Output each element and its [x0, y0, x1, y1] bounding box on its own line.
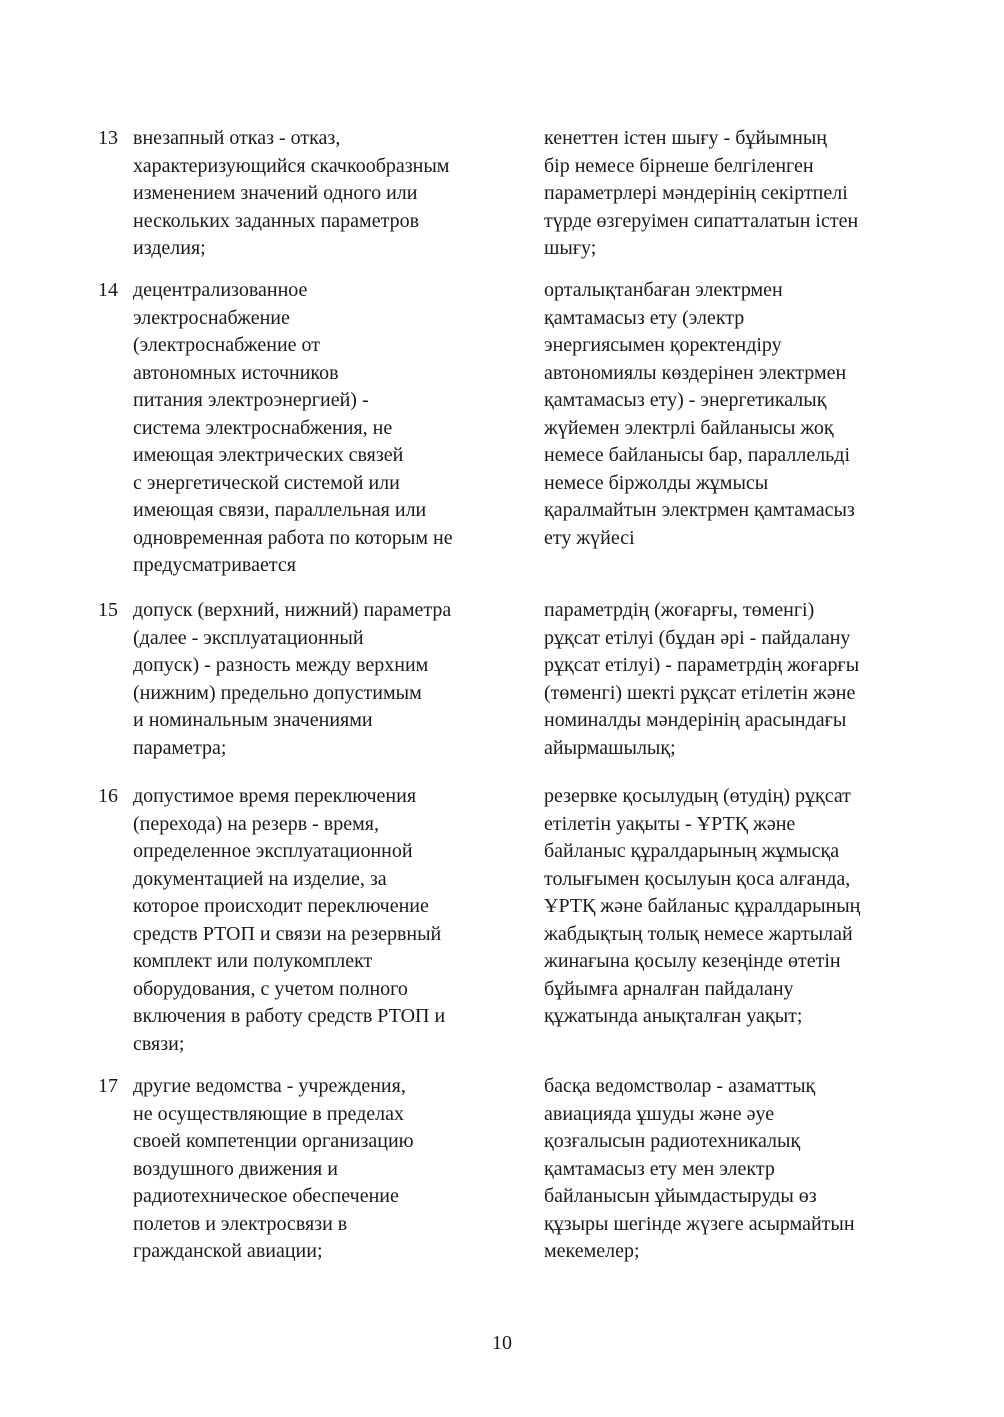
definition-text-kk: басқа ведомстволар - азаматтық авиацияда ұшуды және әуе қозғалысын радиотехникалық қамтамасыз ету мен электр байланысын ұйымдастыруды өз құзыры шегінде жүзеге асырмайтын мекемелер; [544, 1075, 855, 1262]
entry-number: 15 [98, 599, 118, 621]
definition-text-kk: резервке қосылудың (өтудің) рұқсат етілетін уақыты - ҰРТҚ және байланыс құралдарының жұмысқа толығымен қосылуын қоса алғанда, ҰРТҚ және байланыс құралдарының жабдықтың толық немесе жартылай жинағына қосылу кезеңінде өтетін бұйымға арналған пайдалану құжатында анықталған уақыт; [544, 785, 861, 1027]
definition-text-ru: внезапный отказ - отказ, характеризующийся скачкообразным изменением значений одного или нескольких заданных параметров изделия; [133, 127, 450, 259]
definition-text-ru: допуск (верхний, нижний) параметра (далее - эксплуатационный допуск) - разность между верхним (нижним) предельно допустимым и номинальным значениями параметра; [133, 599, 452, 759]
definition-text-ru: другие ведомства - учреждения, не осуществляющие в пределах своей компетенции организацию воздушного движения и радиотехническое обеспечение полетов и электросвязи в гражданской авиации; [133, 1075, 414, 1262]
definition-text-kk: параметрдің (жоғарғы, төменгі) рұқсат етілуі (бұдан әрі - пайдалану рұқсат етілуі) - параметрдің жоғарғы (төменгі) шекті рұқсат етілетін және номиналды мәндерінің арасындағы айырмашылық; [544, 599, 860, 759]
definition-text-ru: допустимое время переключения (перехода) на резерв - время, определенное эксплуатационной документацией на изделие, за которое происходит переключение средств РТОП и связи на резервный комплект или полукомплект оборудования, с учетом полного включения в работу средств РТОП и связи; [133, 785, 446, 1055]
entry-number: 16 [98, 785, 118, 807]
entry-number: 17 [98, 1075, 118, 1097]
definition-text-kk: орталықтанбаған электрмен қамтамасыз ету (электр энергиясымен қоректендіру автономиялы көздерінен электрмен қамтамасыз ету) - энергетикалық жүйемен электрлі байланысы жоқ немесе байланысы бар, параллельді немесе біржолды жұмысы қаралмайтын электрмен қамтамасыз ету жүйесі [544, 279, 855, 549]
definition-text-ru: децентрализованное электроснабжение (электроснабжение от автономных источников питания электроэнергией) - система электроснабжения, не имеющая электрических связей с энергетической системой или имеющая связи, параллельная или одновременная работа по которым не предусматривается [133, 279, 453, 576]
entry-number: 14 [98, 279, 118, 301]
page-number: 10 [492, 1332, 512, 1354]
entry-number: 13 [98, 127, 118, 149]
definition-text-kk: кенеттен істен шығу - бұйымның бір немесе бірнеше белгіленген параметрлері мәндерінің секіртпелі түрде өзгеруімен сипатталатын істен шығу; [544, 127, 859, 259]
